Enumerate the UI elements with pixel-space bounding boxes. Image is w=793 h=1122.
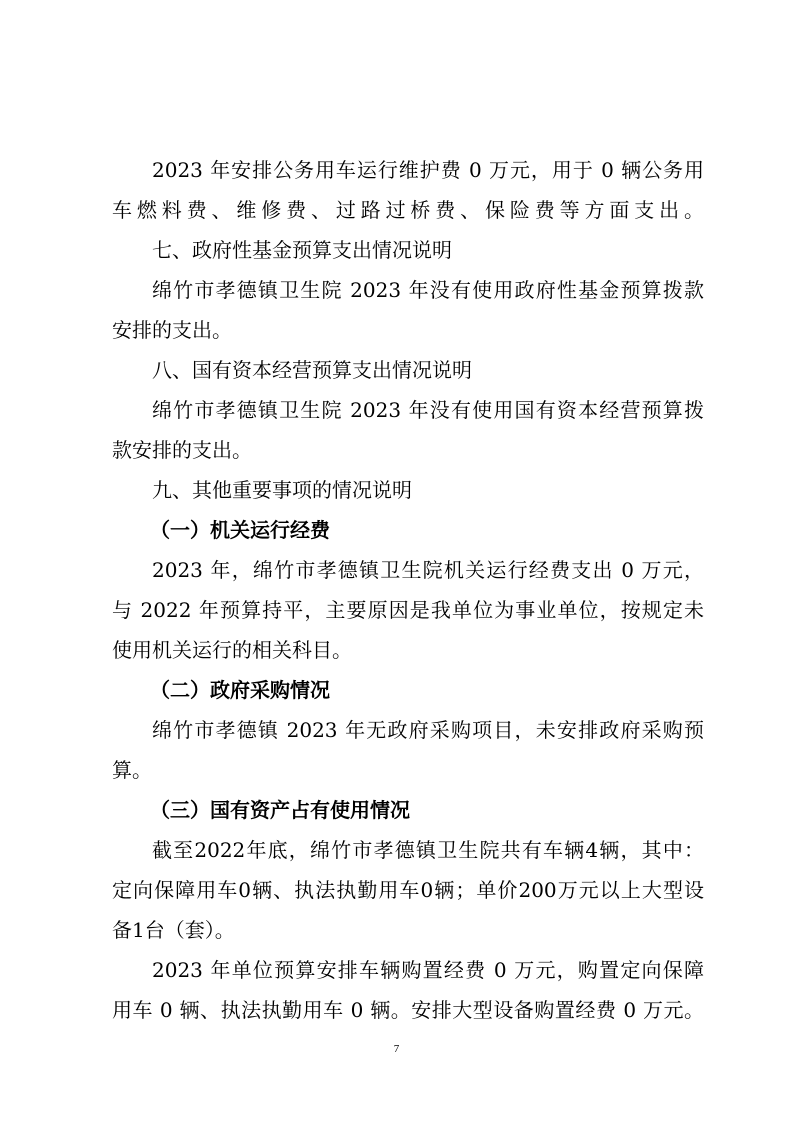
section-heading: 八、国有资本经营预算支出情况说明 bbox=[152, 358, 472, 382]
subsection-heading: （二）政府采购情况 bbox=[150, 678, 330, 702]
paragraph-line: 2023 年安排公务用车运行维护费 0 万元，用于 0 辆公务用 bbox=[152, 158, 704, 182]
subsection-heading: （三）国有资产占有使用情况 bbox=[150, 798, 410, 822]
paragraph-line: 用车 0 辆、执法执勤用车 0 辆。安排大型设备购置经费 0 万元。 bbox=[112, 998, 704, 1022]
paragraph-line: 备1台（套）。 bbox=[112, 918, 235, 942]
paragraph-line: 2023 年单位预算安排车辆购置经费 0 万元，购置定向保障 bbox=[152, 958, 704, 982]
paragraph-line: 款安排的支出。 bbox=[112, 438, 252, 462]
paragraph-line: 算。 bbox=[112, 758, 152, 782]
page-number: 7 bbox=[393, 1043, 400, 1055]
paragraph-line: 安排的支出。 bbox=[112, 318, 232, 342]
paragraph-line: 车燃料费、维修费、过路过桥费、保险费等方面支出。 bbox=[112, 198, 704, 222]
paragraph-line: 定向保障用车0辆、执法执勤用车0辆；单价200万元以上大型设 bbox=[112, 878, 704, 902]
paragraph-line: 使用机关运行的相关科目。 bbox=[112, 638, 352, 662]
subsection-heading: （一）机关运行经费 bbox=[150, 518, 330, 542]
paragraph-line: 绵竹市孝德镇卫生院 2023 年没有使用国有资本经营预算拨 bbox=[152, 398, 704, 422]
section-heading: 九、其他重要事项的情况说明 bbox=[152, 478, 412, 502]
paragraph-line: 绵竹市孝德镇卫生院 2023 年没有使用政府性基金预算拨款 bbox=[152, 278, 704, 302]
paragraph-line: 与 2022 年预算持平，主要原因是我单位为事业单位，按规定未 bbox=[112, 598, 704, 622]
paragraph-line: 2023 年，绵竹市孝德镇卫生院机关运行经费支出 0 万元， bbox=[152, 558, 704, 582]
section-heading: 七、政府性基金预算支出情况说明 bbox=[152, 238, 452, 262]
paragraph-line: 截至2022年底，绵竹市孝德镇卫生院共有车辆4辆，其中： bbox=[152, 838, 704, 862]
paragraph-line: 绵竹市孝德镇 2023 年无政府采购项目，未安排政府采购预 bbox=[152, 718, 704, 742]
